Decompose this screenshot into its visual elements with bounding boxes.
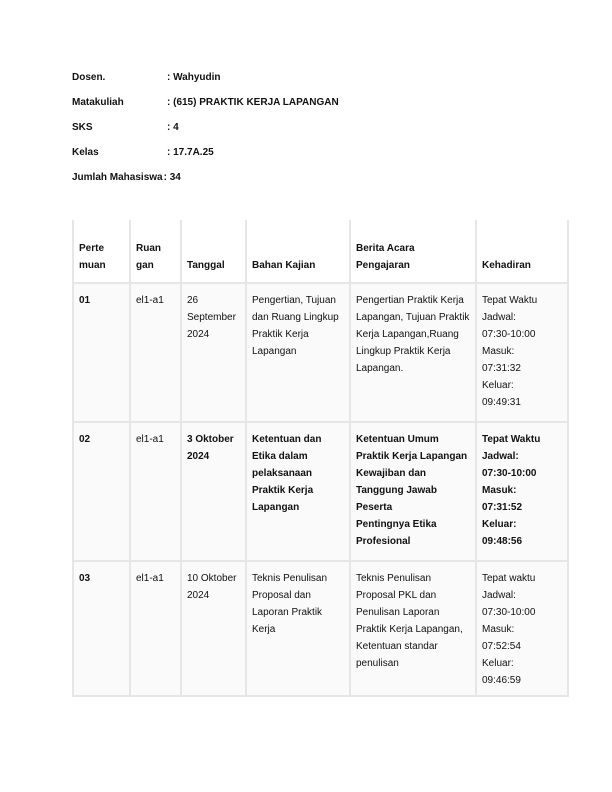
ruangan-cell: el1-a1 [130, 422, 181, 561]
kehadiran-cell [476, 283, 568, 422]
kehadiran-keluar-label: Keluar: [482, 658, 514, 669]
sks-row [72, 122, 339, 147]
jumlah-mahasiswa-row [72, 172, 339, 197]
course-info [72, 72, 339, 197]
matakuliah-value: : (615) PRAKTIK KERJA LAPANGAN [167, 97, 339, 108]
berita-acara-line: Pentingnya Etika Profesional [356, 519, 437, 547]
dosen-label: Dosen. [72, 72, 106, 83]
kehadiran-keluar-value: 09:46:59 [482, 675, 521, 686]
kehadiran-cell [476, 422, 568, 561]
kehadiran-masuk-label: Masuk: [482, 485, 517, 496]
kehadiran-jadwal-label: Jadwal: [482, 312, 516, 323]
header-pertemuan: Perte muan [73, 220, 130, 283]
ruangan-cell: el1-a1 [130, 283, 181, 422]
berita-acara-cell [350, 422, 476, 561]
ruangan-cell: el1-a1 [130, 561, 181, 696]
kehadiran-masuk-value: 07:31:52 [482, 502, 523, 513]
header-tanggal: Tanggal [181, 220, 246, 283]
kehadiran-status: Tepat waktu [482, 573, 536, 584]
dosen-row [72, 72, 339, 97]
header-ruangan: Ruan gan [130, 220, 181, 283]
jumlah-mahasiswa-value: : 34 [163, 172, 181, 183]
berita-acara-cell: Teknis Penulisan Proposal PKL dan Penulisan Laporan Praktik Kerja Lapangan, Ketentuan standar penulisan [350, 561, 476, 696]
matakuliah-row [72, 97, 339, 122]
berita-acara-line: Ketentuan Umum Praktik Kerja Lapangan Kewajiban dan Tanggung Jawab Peserta [356, 434, 468, 513]
tanggal-cell: 3 Oktober 2024 [181, 422, 246, 561]
header-bahan-kajian: Bahan Kajian [246, 220, 350, 283]
kehadiran-jadwal-value: 07:30-10:00 [482, 329, 536, 340]
header-berita-acara: Berita Acara Pengajaran [350, 220, 476, 283]
table-row [73, 422, 568, 561]
tanggal-cell: 10 Oktober 2024 [181, 561, 246, 696]
pertemuan-cell: 02 [73, 422, 130, 561]
kehadiran-status: Tepat Waktu [482, 295, 538, 306]
kehadiran-masuk-value: 07:52:54 [482, 641, 521, 652]
dosen-value: : Wahyudin [167, 72, 221, 83]
kehadiran-masuk-value: 07:31:32 [482, 363, 521, 374]
bahan-kajian-cell: Pengertian, Tujuan dan Ruang Lingkup Praktik Kerja Lapangan [246, 283, 350, 422]
sks-value: : 4 [167, 122, 179, 133]
kehadiran-keluar-value: 09:49:31 [482, 397, 521, 408]
bahan-kajian-cell: Ketentuan dan Etika dalam pelaksanaan Praktik Kerja Lapangan [246, 422, 350, 561]
kehadiran-jadwal-label: Jadwal: [482, 451, 519, 462]
kehadiran-cell [476, 561, 568, 696]
kehadiran-keluar-label: Keluar: [482, 380, 514, 391]
kehadiran-jadwal-value: 07:30-10:00 [482, 607, 536, 618]
table-header-row [73, 220, 568, 283]
kehadiran-keluar-label: Keluar: [482, 519, 517, 530]
kehadiran-status: Tepat Waktu [482, 434, 541, 445]
tanggal-cell: 26 September 2024 [181, 283, 246, 422]
schedule-table [72, 220, 569, 697]
kelas-label: Kelas [72, 147, 99, 158]
kelas-value: : 17.7A.25 [167, 147, 214, 158]
berita-acara-cell: Pengertian Praktik Kerja Lapangan, Tujuan Praktik Kerja Lapangan,Ruang Lingkup Praktik Kerja Lapangan. [350, 283, 476, 422]
kelas-row [72, 147, 339, 172]
kehadiran-keluar-value: 09:48:56 [482, 536, 523, 547]
kehadiran-masuk-label: Masuk: [482, 346, 515, 357]
pertemuan-cell: 03 [73, 561, 130, 696]
sks-label: SKS [72, 122, 93, 133]
table-row [73, 283, 568, 422]
kehadiran-masuk-label: Masuk: [482, 624, 515, 635]
kehadiran-jadwal-label: Jadwal: [482, 590, 516, 601]
table-row [73, 561, 568, 696]
header-kehadiran: Kehadiran [476, 220, 568, 283]
bahan-kajian-cell: Teknis Penulisan Proposal dan Laporan Praktik Kerja [246, 561, 350, 696]
pertemuan-cell: 01 [73, 283, 130, 422]
kehadiran-jadwal-value: 07:30-10:00 [482, 468, 537, 479]
jumlah-mahasiswa-label: Jumlah Mahasiswa [72, 172, 163, 183]
matakuliah-label: Matakuliah [72, 97, 124, 108]
